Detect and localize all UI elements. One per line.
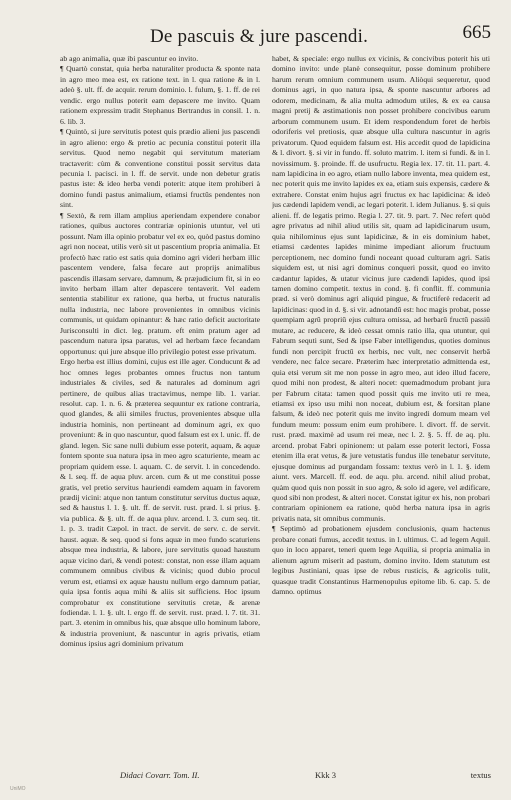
library-mark: UniMO (10, 786, 26, 792)
right-column (272, 54, 490, 754)
paragraph: ¶ Quintò, si jure servitutis potest quis prædio alieni jus pascendi in agro alieno: ergo & pretio ac pecunia constitui poterit illa servitus. Quod nemo negabit qui servitutum materiam tractaverit: cùm & conventione constitui possit servitus data pecunia l. pacisci. in l. ff. de servit. unde non debetur gratis pastus iste: & ideo herba vendi poterit: atque item prohiberi à domino fundi pastus animalium, etiamsi fructûs pendentes non sint. (60, 127, 260, 210)
gathering-mark: Kkk 3 (315, 770, 337, 780)
paragraph: habet, & speciale: ergo nullus ex vicinis, & concivibus poterit his uti domino invito: unde planè consequitur, posse dominum prohibere harum rerum omnium communem usum. Aliòqui sequeretur, quod dominus agri, in quo natura ipsa, & sponte nascuntur arbores ad odorem, medicinam, & alia multa admodum utiles, & ex ea causa magni pretij & æstimationis non posset prohibere concivibus earum arborum communem usum. Et idem respondendum foret de herbis odoriferis vel pretiosis, quæ absque ulla cultura nascuntur in agris privatorum. Quod equidem falsum est. His accedit quod de lapidicina & l. divort. §. si vir in fundo. ff. soluto matrim. l. item si fundi. & in l. novissimum. §. proinde. ff. de usufructu. Regia lex. 17. tit. 11. part. 4. nam lapidicina in eo agro, etiam nullo labore inventa, mea quidem est, nec poterit quis me invito lapides ex ea, etiam suis expensis, cædere & extrahere. Constat enim hujus agri fructus ex hac lapidicina: & ideò jus cædendi lapidem vendi, ac legari poterit. l. idem Julianus. §. si quis alieni. ff. de legatis primo. Regia l. 27. tit. 9. part. 7. Nec refert quòd agre privatus ad nihil aliud utilis sit, quam ad lapidicinarum usum, quia nihilominus ejus sunt lapidicinæ, & in eis dominium habet, etiamsi cædentes lapides minime impediant aliorum fructuum perceptionem, nec domino fundi noceant quoad culturam agri. Satis siquidem est, ut nisi agri dominus conqueri possit, quod eo invito cædantur lapides, & utatur vicinus jure cædendi lapides, quod ipsi tamen domino competit. textus in cond. §. fi conflit. ff. communia præd. si verò dominus agri aliquid pingue, & fructiferè redacerit ad lapidicinas: quod in d. §. si vir. adnotandū est: hoc magis probat, posse quempiam agrū propriū ejus cultura omissa, ad herbarū fructū passiū mutare, ac reducere, & ideò cessat omnis ratio illa, qua utuntur, qui Fabrum sequti sunt, Sed & ipse Faber intelligendus, quoties dominus fundi non percipit fructū ex herbis, nec vult, nec conservit herbā vendere, nec falce secare. Præterim hæc interpretatio admittenda est, quia etsi verum sit me non posse in agro meo, aut ideo illud facere, quod mihi non prodest, & alteri nocet: quemadmodum probant jura per Fabrum citata: tamen quod possit quis me invito uti re mea, etiamsi ex ipso usu mihi non noceat, dubium est, & forsitan plane falsum, & ideò nec poterit quis me invito ingredi domum meam vel fundum meum: possum enim eum prohibere. l. divort. ff. de servit. rust. præd. maximè ad usum rei meæ, nec l. 2. §. 5. ff. de aq. plu. arcend. probat Fabri opinionem: ut palam esse poterit lectori, Fossa etenim illa erat vetus, & jure vetustatis fundus ille tenebatur servitute, ejusque dominus ad purgandam fossam: textus verò in l. 1. §. idem aiunt. vers. Marcell. ff. eod. de aqu. plu. arcend. nihil aliud probat, quàm quod quis non possit in suo agro, & solo id agere, vel ædificare, quod sibi non prodest, & alteri nocet. Constat igitur ex his, non probari contrariam opinionem ea ratione, quòd herba natura ipsa in agris privatis nata, sit omnibus communis. (272, 54, 490, 523)
page-footer (60, 770, 491, 784)
paragraph: Ergo herba est illius domini, cujus est ille ager. Conducunt & ad hoc omnes leges probantes omnes fructus non tantum industriales & civiles, sed & naturales ad dominum agri pertinere, de quibus alias tractavimus, nempe lib. 1. variar. resolut. cap. 1. n. 6. & præterea sequuntur ex ratione contraria, quod glandes, & alii similes fructus, provenientes absque ulla industria hominis, non pertineant ad dominum agri, ex quo proveniunt: & in quo nascuntur, quod falsum est ex l. unic. ff. de gland. legen. Sic sane nulli dubium esse poterit, aquam, & aquæ fontem sponte sua natura ipsa in meo agro scaturiente, meam ac propriam quidem esse. l. aquam. C. de servit. l. in concedendo. & l. seq. ff. de aqua pluv. arcen. cum & ut me constitui posse gratis, vel pretio servitus hauriendi eamdem aquam in favorem prædij vicini: atque non tantum constitutur servitus ductus aquæ, sed & haustus l. 1. §. ult. ff. de servit. rust. præd. l. si prius. §. via publica. & §. ult. ff. de aqua pluv. arcend. l. 3. cum seq. tit. 1. p. 3. tradit Cæpol. in tract. de servit. de serv. c. de servit. haust. aquæ. & seq. quod si fons aquæ in meo fundo scaturiens absque mea industria, & labore, jure servitutis quoad haustum aquæ vicino dari, & vendi potest: constat, non esse illam aquam communem omnibus civibus & vicinis; quod dubio procul verum est, etiamsi ex aquæ haustu nullum ergo damnum patiar, quia ipsa fontis aqua mihi & aliis sit sufficiens. Hoc ipsum comprobatur ex constitutione servitutis cretæ, & arenæ fodiendæ. l. 1. §. ult. l. ergo ff. de servit. rust. præd. l. 7. tit. 31. part. 3. etenim in omnibus his, quæ absque ullo hominum labore, & industria proveniunt, & nascuntur in agris privatis, etiam dominus ipsius agri dominium privatum (60, 357, 260, 649)
catchword: textus (470, 770, 491, 780)
page-header (0, 22, 511, 52)
paragraph: ab ago animalia, quæ ibi pascuntur eo invito. (60, 54, 199, 63)
running-title: De pascuis & jure pascendi. (150, 26, 369, 47)
left-column (60, 54, 260, 754)
paragraph: ¶ Sextò, & rem illam amplius aperiendam expendere conabor rationes, quibus auctores contrariæ opinionis utuntur, vel uti possunt. Nam illa opinio probatur vel ex eo, quòd pastus domino agri non noceat, utilis verò sit ut pascentium propria animalia. Et profectò hæc ratio est satis quia domino agri videri herbam illic pascentem vendere, falsa fecare aut proprijs animalibus pascendis illæsam servare, damnum, & præjudicium fit, si in eo invito herbam illam alter depascere tentaverit. Vel eadem sententia stabilitur ex ratione, qua herba, ut fructus naturalis nulla industria, nec labore provenientes in omnibus vicinis communis, ut quidam opinantur: & hæc ratio deficit auctoritate Jurisconsulti in dict. leg. pratum. eft enim pratum ager ad pascendum natura ipsa paratus, vel ad herbam fæce fecandam opportunus: qui jure absque illo privilegio potest esse privatum. (60, 210, 260, 356)
page-number: 665 (462, 22, 491, 43)
paragraph: ¶ Septimò ad probationem ejusdem conclusionis, quam hactenus probare conati fumus, accedit textus. in l. ultimus. C. ad legem Aquil. quo in loco apparet, teneri quem lege Aquilia, si propria animalia in alienum agrum miserit ad pastum, domino invito. Idem statutum est legibus Justiniani, quas ipse de rebus rusticis, & agricolis tulit, quasque tradit Constantinus Harmenopulus epitome lib. 6. cap. 5. de damno. optimus (272, 524, 490, 597)
volume-signature: Didaci Covarr. Tom. II. (120, 770, 200, 780)
paragraph: ¶ Quartò constat, quia herba naturaliter producta & sponte nata in agro meo mea est, ex ratione text. in l. qua ratione & in l. adeò §. ult. ff. de acquir. rerum dominio. l. fulum, §. 1. ff. de rei vendic. ergo nullus poterit eam depascere me invito. Quam rationem expressim tradit Stephanus Bertrandus in consil. 1. n. 6. lib. 3. (60, 64, 260, 126)
